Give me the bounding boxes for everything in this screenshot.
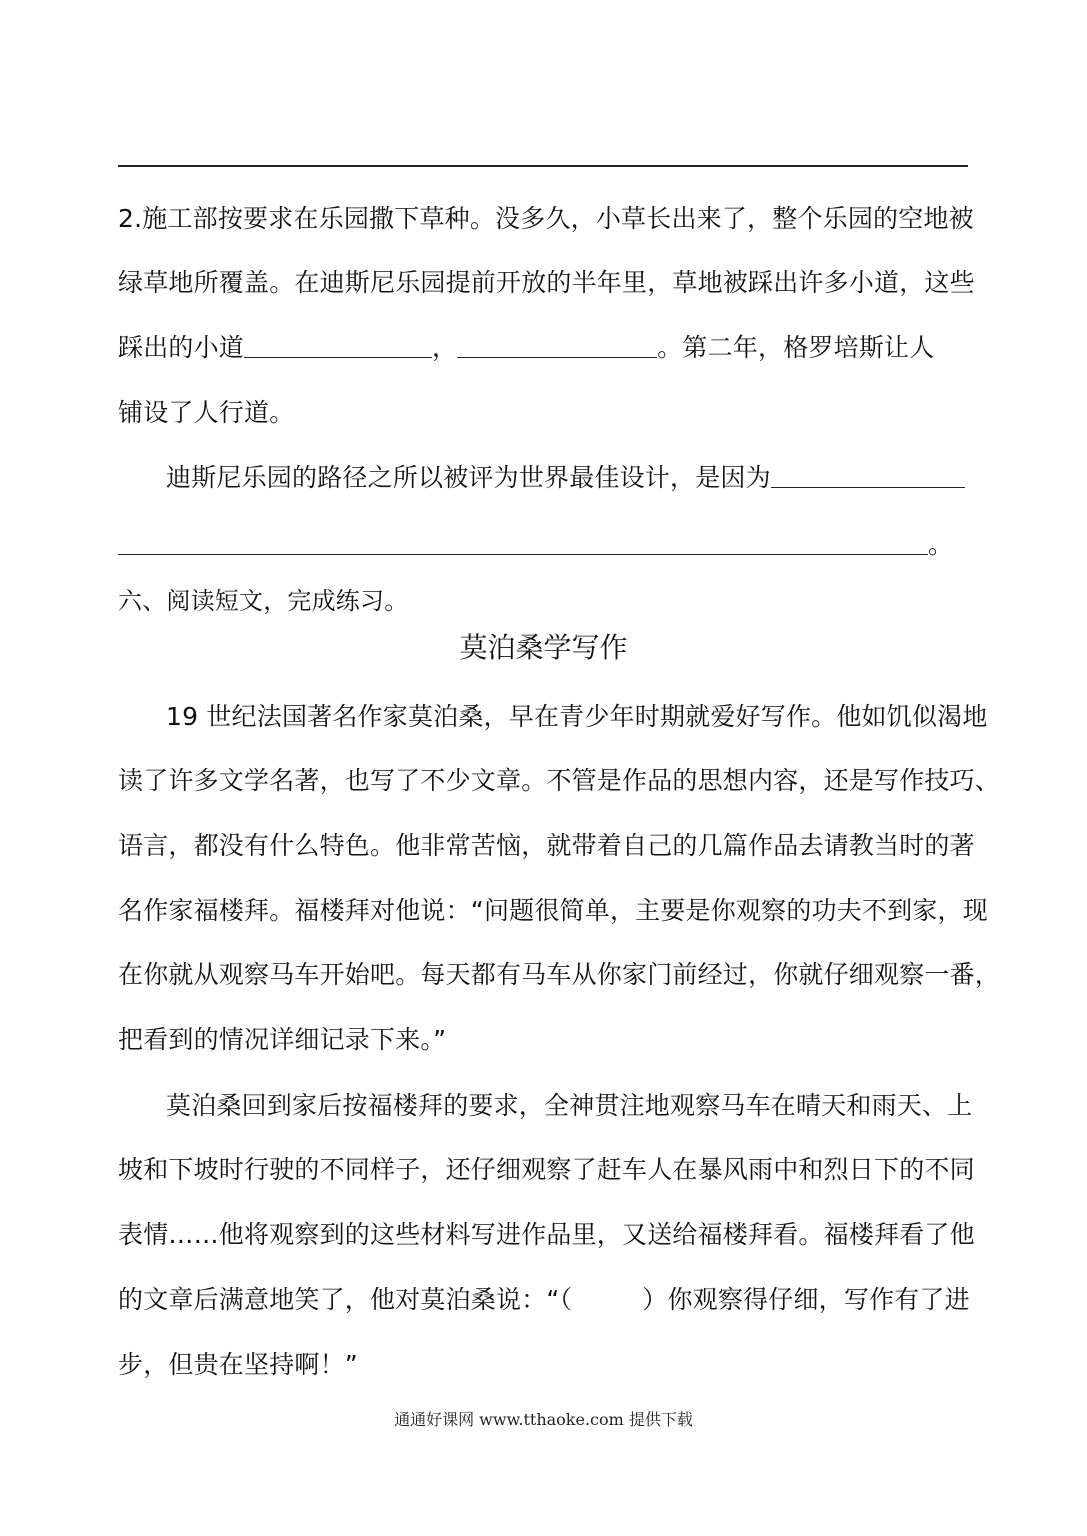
reason-text: 迪斯尼乐园的路径之所以被评为世界最佳设计，是因为 [166,463,771,492]
p2-line-4 [118,1283,970,1317]
p2-line-5: 步，但贵在坚持啊！” [118,1350,358,1379]
p2-line-3: 表情……他将观察到的这些材料写进作品里，又送给福楼拜看。福楼拜看了他 [118,1220,975,1249]
q2-line-4: 铺设了人行道。 [118,398,295,427]
p1-line-2: 读了许多文学名著，也写了不少文章。不管是作品的思想内容，还是写作技巧、 [118,766,1001,795]
fill-blank-4[interactable] [118,553,928,555]
answer-line [118,165,968,167]
q2-line-3-text-b: ， [432,333,458,362]
p2-line-2: 坡和下坡时行驶的不同样子，还仔细观察了赶车人在暴风雨中和烈日下的不同 [118,1155,975,1184]
q2-line-2: 绿草地所覆盖。在迪斯尼乐园提前开放的半年里，草地被踩出许多小道，这些 [118,268,975,297]
reason-end: 。 [928,530,954,559]
q2-line-3-text-c: 。第二年，格罗培斯让人 [657,333,935,362]
p1-line-5: 在你就从观察马车开始吧。每天都有马车从你家门前经过，你就仔细观察一番， [118,960,1001,989]
passage-title: 莫泊桑学写作 [459,631,628,664]
page-footer: 通通好课网 www.tthaoke.com 提供下载 [394,1410,693,1429]
p1-line-3: 语言，都没有什么特色。他非常苦恼，就带着自己的几篇作品去请教当时的著 [118,831,975,860]
p1-line-4: 名作家福楼拜。福楼拜对他说：“问题很简单，主要是你观察的功夫不到家，现 [118,896,988,925]
fill-blank-1[interactable] [244,356,432,358]
p2-line-4-text-b: ）你观察得仔细，写作有了进 [642,1285,970,1314]
q2-line-3-text-a: 踩出的小道 [118,333,245,362]
fill-blank-2[interactable] [457,356,657,358]
q2-line-1: 2.施工部按要求在乐园撒下草种。没多久，小草长出来了，整个乐园的空地被 [118,204,974,233]
reason-line [166,461,970,495]
p1-line-1: 19 世纪法国著名作家莫泊桑，早在青少年时期就爱好写作。他如饥似渴地 [166,702,988,731]
p2-line-1: 莫泊桑回到家后按福楼拜的要求，全神贯注地观察马车在晴天和雨天、上 [166,1091,973,1120]
p1-line-6: 把看到的情况详细记录下来。” [118,1025,447,1054]
reason-line-2 [118,528,970,562]
fill-blank-3[interactable] [771,486,965,488]
q2-line-3 [118,331,970,365]
section-six-heading: 六、阅读短文，完成练习。 [118,587,409,615]
p2-line-4-text-a: 的文章后满意地笑了，他对莫泊桑说：“（ [118,1285,573,1314]
